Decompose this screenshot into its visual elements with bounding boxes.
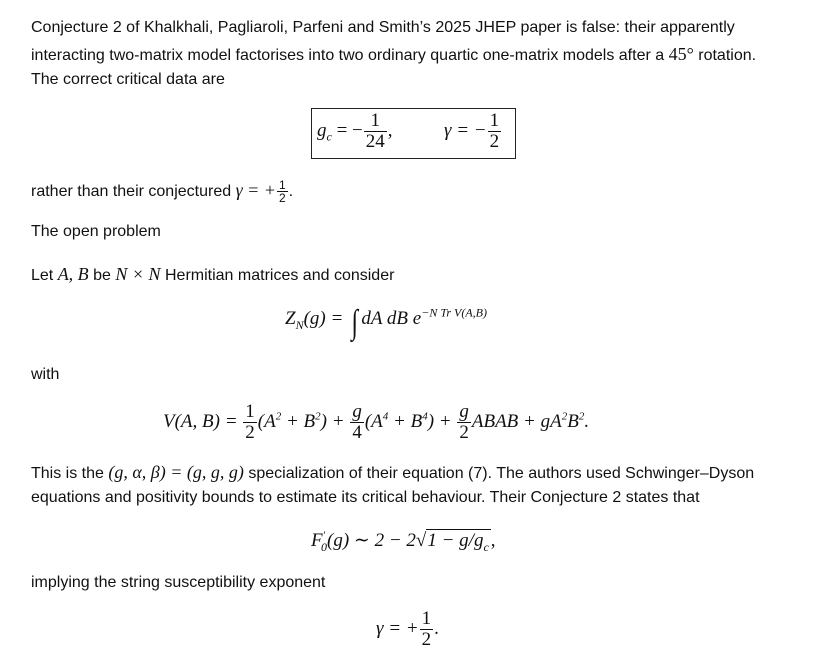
with-line: with bbox=[31, 366, 60, 383]
quadratic-term-b: + B bbox=[281, 410, 316, 432]
conjecture-comma: , bbox=[490, 530, 496, 551]
final-gamma-denominator: 2 bbox=[421, 629, 432, 650]
conjecture-equation bbox=[311, 529, 496, 552]
matrices-math: A, B bbox=[57, 264, 89, 284]
free-energy-prime: ′ bbox=[322, 529, 326, 542]
intro-line-1: Conjecture 2 of Khalkhali, Pagliaroli, Parfeni and Smith’s 2025 JHEP paper is false: their apparently bbox=[31, 19, 735, 36]
boxed-gamma bbox=[444, 111, 502, 152]
gc-comma: , bbox=[387, 119, 393, 141]
conjecture-rhs: (g) ∼ 2 − 2 bbox=[327, 530, 416, 551]
quadratic-b-power: 2 bbox=[315, 410, 321, 423]
g2-denominator: 2 bbox=[459, 422, 469, 443]
conjectured-gamma-math: γ = + bbox=[235, 180, 276, 200]
interaction-a-power: 2 bbox=[561, 410, 568, 423]
integral-sign: ∫ bbox=[351, 304, 359, 341]
potential-fraction-half bbox=[243, 402, 257, 443]
intro-line-3: The correct critical data are bbox=[31, 71, 225, 88]
gc-equals-minus: = − bbox=[331, 119, 363, 141]
gc-subscript: c bbox=[326, 129, 332, 144]
rather-period: . bbox=[288, 183, 294, 200]
quartic-term-b: + B bbox=[388, 410, 423, 432]
let-post-text: Hermitian matrices and consider bbox=[160, 267, 395, 284]
specialization-text: This is the bbox=[31, 465, 109, 482]
intro-line-2-text: interacting two-matrix model factorises into two ordinary quartic one-matrix models after a bbox=[31, 47, 669, 64]
partition-exponent: −N Tr V(A,B) bbox=[421, 305, 487, 320]
g4-numerator: g bbox=[352, 401, 362, 422]
conjectured-gamma-denominator: 2 bbox=[278, 191, 286, 205]
radical-sign: √ bbox=[415, 530, 427, 551]
final-gamma-equation bbox=[376, 609, 439, 650]
final-gamma-numerator: 1 bbox=[421, 608, 432, 629]
final-period: . bbox=[434, 617, 439, 639]
interaction-term: ABAB + gA bbox=[471, 410, 562, 432]
specialization-math: (g, α, β) = (g, g, g) bbox=[108, 462, 244, 482]
partition-argument: (g) = bbox=[303, 308, 349, 329]
radicand bbox=[426, 529, 490, 554]
interaction-term-b: B bbox=[567, 410, 579, 432]
free-energy-symbol: F bbox=[311, 530, 323, 551]
rather-text: rather than their conjectured bbox=[31, 183, 236, 200]
radicand-subscript: c bbox=[483, 539, 489, 554]
quartic-term-close: ) + bbox=[427, 410, 457, 432]
potential-fraction-g2 bbox=[457, 402, 471, 443]
potential-lhs: V(A, B) = bbox=[163, 410, 243, 432]
boxed-critical-coupling bbox=[317, 111, 393, 152]
specialization-line-1 bbox=[31, 459, 754, 487]
gc-denominator: 24 bbox=[365, 131, 385, 152]
let-be-text: be bbox=[88, 267, 116, 284]
partition-subscript: N bbox=[295, 317, 304, 332]
quadratic-term-a: (A bbox=[257, 410, 276, 432]
gamma-equals-minus: γ = − bbox=[444, 119, 487, 141]
g2-numerator: g bbox=[459, 401, 469, 422]
specialization-post-text: specialization of their equation (7). The authors used Schwinger–Dyson bbox=[243, 465, 755, 482]
conjectured-gamma-numerator: 1 bbox=[278, 178, 286, 192]
intro-line-2-end: rotation. bbox=[693, 47, 757, 64]
gc-numerator: 1 bbox=[364, 111, 387, 132]
partition-symbol: Z bbox=[285, 308, 296, 329]
intro-line-2 bbox=[31, 41, 756, 69]
final-gamma-lhs: γ = + bbox=[376, 617, 419, 639]
let-text: Let bbox=[31, 267, 58, 284]
quartic-b-power: 4 bbox=[422, 410, 428, 423]
quadratic-term-close: ) + bbox=[320, 410, 350, 432]
potential-period: . bbox=[584, 410, 590, 432]
half-denominator: 2 bbox=[245, 422, 255, 443]
interaction-b-power: 2 bbox=[578, 410, 585, 423]
partition-function-equation bbox=[285, 304, 487, 342]
conjectured-gamma-fraction bbox=[277, 179, 288, 204]
rather-line bbox=[31, 177, 293, 205]
potential-equation bbox=[163, 402, 589, 443]
half-numerator: 1 bbox=[245, 401, 255, 422]
specialization-line-2: equations and positivity bounds to estimate its critical behaviour. Their Conjecture 2 states that bbox=[31, 489, 700, 506]
quartic-a-power: 4 bbox=[382, 410, 389, 423]
rotation-angle-math: 45° bbox=[668, 44, 694, 64]
let-line bbox=[31, 261, 394, 289]
gamma-denominator: 2 bbox=[489, 131, 500, 152]
g4-denominator: 4 bbox=[352, 422, 362, 443]
implying-line: implying the string susceptibility exponent bbox=[31, 574, 326, 591]
gc-symbol: g bbox=[317, 119, 327, 141]
open-problem-heading: The open problem bbox=[31, 223, 161, 240]
gc-fraction bbox=[364, 111, 387, 152]
potential-fraction-g4 bbox=[350, 402, 364, 443]
radicand-text: 1 − g/g bbox=[427, 530, 484, 551]
final-gamma-fraction bbox=[420, 609, 434, 650]
quadratic-a-power: 2 bbox=[275, 410, 282, 423]
free-energy-subscript: 0 bbox=[321, 539, 328, 554]
quartic-term-a: (A bbox=[364, 410, 383, 432]
size-math: N × N bbox=[115, 264, 161, 284]
gamma-numerator: 1 bbox=[489, 110, 500, 131]
partition-measure: dA dB e bbox=[361, 308, 422, 329]
gamma-fraction bbox=[488, 111, 502, 152]
